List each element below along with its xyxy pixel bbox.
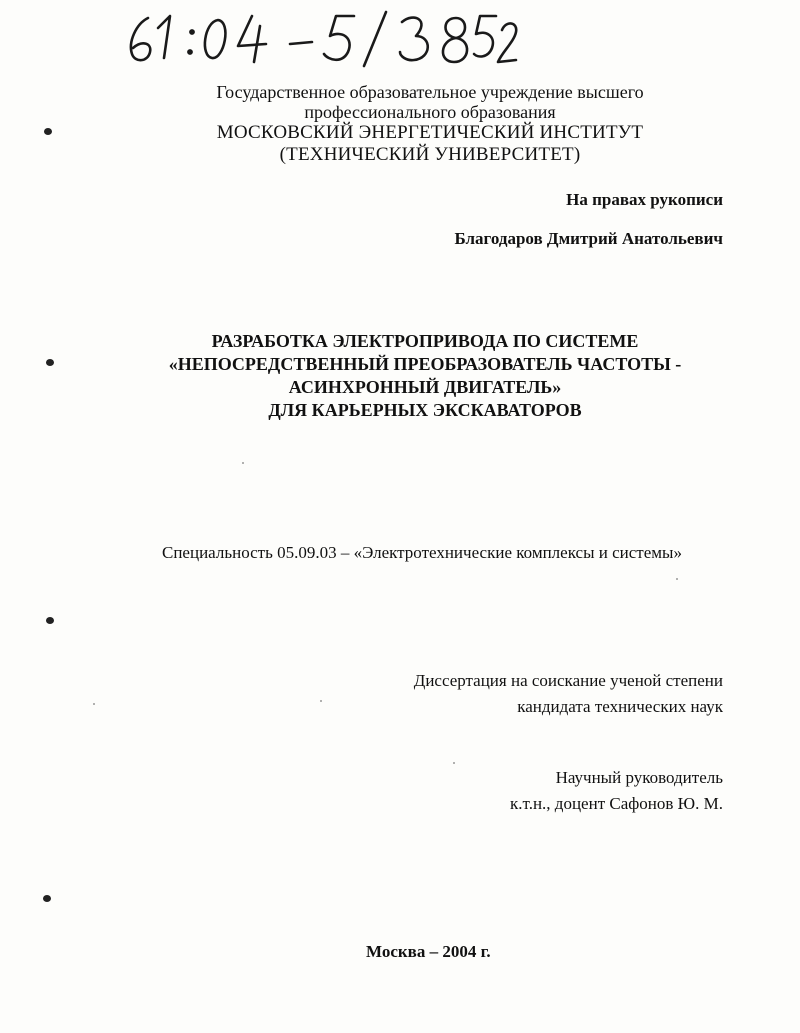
scientific-advisor bbox=[510, 765, 723, 817]
institution-line-2: профессионального образования bbox=[304, 102, 556, 122]
advisor-name: к.т.н., доцент Сафонов Ю. М. bbox=[510, 794, 723, 813]
title-line-4: ДЛЯ КАРЬЕРНЫХ ЭКСКАВАТОРОВ bbox=[268, 400, 582, 420]
degree-line-2: кандидата технических наук bbox=[517, 697, 723, 716]
degree-statement bbox=[414, 668, 723, 720]
degree-line-1: Диссертация на соискание ученой степени bbox=[413, 671, 723, 690]
binding-hole-mark bbox=[46, 359, 54, 366]
handwritten-code-drawing bbox=[118, 8, 518, 70]
scan-speck bbox=[453, 762, 455, 764]
manuscript-note: На правах рукописи bbox=[566, 190, 723, 209]
institution-line-1: Государственное образовательное учреждение высшего bbox=[216, 82, 644, 102]
institution-header bbox=[30, 82, 800, 166]
scan-speck bbox=[320, 700, 322, 702]
specialty-line: Специальность 05.09.03 – «Электротехнические комплексы и системы» bbox=[162, 543, 682, 562]
scan-speck bbox=[93, 703, 95, 705]
title-line-2: «НЕПОСРЕДСТВЕННЫЙ ПРЕОБРАЗОВАТЕЛЬ ЧАСТОТЫ - bbox=[168, 354, 682, 374]
binding-hole-mark bbox=[46, 617, 54, 624]
scan-speck bbox=[676, 578, 678, 580]
institution-name: МОСКОВСКИЙ ЭНЕРГЕТИЧЕСКИЙ ИНСТИТУТ bbox=[216, 122, 644, 143]
title-line-3: АСИНХРОННЫЙ ДВИГАТЕЛЬ» bbox=[288, 377, 562, 397]
city-year: Москва – 2004 г. bbox=[366, 942, 491, 961]
scan-speck bbox=[242, 462, 244, 464]
author-name: Благодаров Дмитрий Анатольевич bbox=[454, 229, 723, 248]
binding-hole-mark bbox=[43, 895, 51, 902]
title-line-1: РАЗРАБОТКА ЭЛЕКТРОПРИВОДА ПО СИСТЕМЕ bbox=[211, 331, 639, 351]
institution-subtitle: (ТЕХНИЧЕСКИЙ УНИВЕРСИТЕТ) bbox=[279, 144, 581, 165]
dissertation-title bbox=[25, 330, 800, 422]
advisor-label: Научный руководитель bbox=[555, 768, 723, 787]
binding-hole-mark bbox=[44, 128, 52, 135]
handwritten-archive-code bbox=[118, 8, 518, 70]
